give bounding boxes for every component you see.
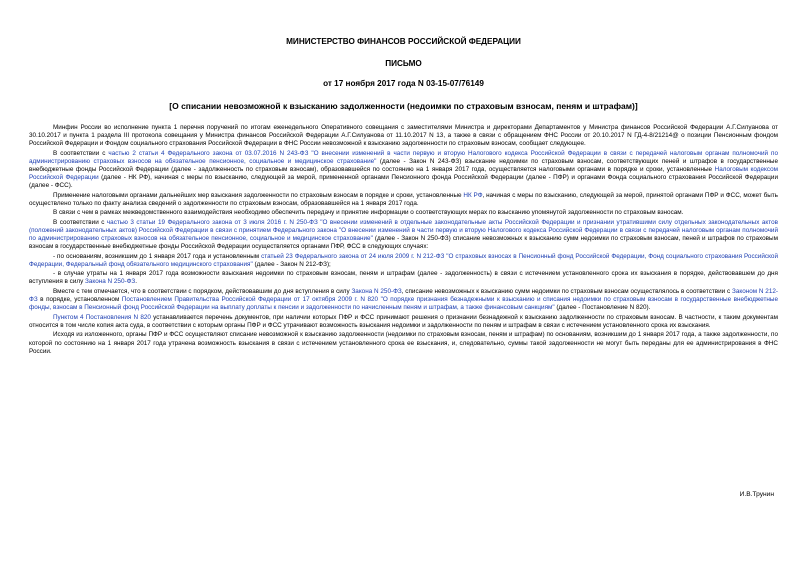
paragraph [29, 150, 778, 190]
text: В соответствии с [53, 149, 109, 157]
resolution-link[interactable]: Постановлением Правительства Российской Федерации от 17 октября 2009 г. N 820 "О порядке признания безнадежными к взысканию и списания недоимки по страховым взносам в государственные внебюджетные фонды, взносам в Пенсионный фонд Российской Федерации на выплату доплаты к пенсии и задолженности по начисленным пеням и штрафам, а также финансовым санкциям" [29, 296, 778, 312]
law-link[interactable]: статьей 23 Федерального закона от 24 июля 2009 г. N 212-ФЗ "О страховых взносах в Пенсионный фонд Российской Федерации, Фонд социального страхования Российской Федерации, Федеральный фонд обязательного медицинского страхования" [29, 252, 778, 268]
document-body [29, 124, 778, 356]
text: в порядке, установленном [37, 296, 122, 304]
text: (далее - НК РФ), начиная с меры по взысканию, следующей за мерой, примененной органами Пенсионного фонда Российской Федерации (далее - ПФР) и органами Фонда социального страхования Российской Федерации (далее - ФСС). [29, 173, 779, 189]
paragraph [29, 288, 778, 312]
document-date-number: от 17 ноября 2017 года N 03-15-07/76149 [323, 79, 484, 88]
law-link[interactable]: Законом N 212-ФЗ [29, 288, 778, 304]
text: (далее - Закон N 250-ФЗ) списание невозможных к взысканию сумм недоимки по страховым взносам, пеней и штрафов по страховым взносам в государственные внебюджетные фонды Российской Федерации осуществляется органами ПФР, ФСС в следующих случаях: [29, 234, 778, 251]
text: , начиная с меры по взысканию, следующей за мерой, принятой органами ПФР и ФСС, может быть осуществлено только по факту анализа сведений о задолженности по страховым взносам, образовавшейся на 1 января 2017 года. [29, 191, 778, 207]
ministry-heading: МИНИСТЕРСТВО ФИНАНСОВ РОССИЙСКОЙ ФЕДЕРАЦИИ [286, 37, 521, 46]
paragraph [29, 270, 778, 286]
document-subject: [О списании невозможной к взысканию задолженности (недоимки по страховым взносам, пеням и штрафам)] [169, 101, 638, 111]
paragraph [29, 219, 778, 251]
paragraph [29, 314, 778, 330]
tax-code-link[interactable]: Налоговым кодексом Российской Федерации [29, 165, 778, 181]
paragraph: Исходя из изложенного, органы ПФР и ФСС осуществляют списание невозможной к взысканию задолженности (недоимки по страховым взносам, пеням и штрафам) по основаниям, возникшим до 1 января 2017 года, а также задолженности, по которой по состоянию на 1 января 2017 года утрачена возможность взыскания в связи с истечением установленного срока ее взыскания, и, следовательно, суммы такой задолженности не могут быть переданы для ее администрирования в ФНС России. [29, 331, 778, 355]
tax-code-link[interactable]: НК РФ [463, 191, 483, 199]
text: - по основаниям, возникшим до 1 января 2017 года и установленным [53, 252, 262, 260]
text: Вместе с тем отмечается, что в соответствии с порядком, действовавшим до дня вступления в силу [53, 288, 352, 296]
resolution-link[interactable]: Пунктом 4 Постановления N 820 [53, 313, 151, 321]
text: . [135, 278, 138, 286]
paragraph: В связи с чем в рамках межведомственного взаимодействия необходимо обеспечить передачу и принятие информации о соответствующих мерах по взысканию упомянутой задолженности по страховым взносам. [53, 209, 684, 217]
signature: И.В.Трунин [739, 491, 774, 498]
text: (далее - Закон N 243-ФЗ) взыскание недоимки по страховым взносам, соответствующих пеней и штрафов в государственные внебюджетные фонды Российской Федерации (далее - задолженность по страховым взносам), образовавшейся по состоянию на 1 января 2017 года, осуществляется налоговыми органами в порядке и сроки, установленные [29, 157, 778, 173]
law-link[interactable]: Закона N 250-ФЗ [351, 288, 402, 296]
law-link[interactable]: Закона N 250-ФЗ [85, 278, 136, 286]
text: - в случае утраты на 1 января 2017 года возможности взыскания недоимки по страховым взносам, пеням и штрафам (далее - задолженность) в связи с истечением установленного срока их взыскания в порядке, действовавшем до дня вступления в силу [29, 270, 778, 286]
text: Применение налоговыми органами дальнейших мер взыскания задолженности по страховым взносам в порядке и сроки, установленные [53, 191, 464, 199]
text: (далее - Закон N 212-ФЗ); [252, 260, 331, 268]
text: В соответствии с [53, 218, 107, 226]
text: (далее - Постановление N 820). [554, 304, 651, 312]
paragraph [29, 192, 778, 208]
paragraph [29, 253, 778, 269]
document-type: ПИСЬМО [385, 59, 422, 68]
law-link[interactable]: частью 2 статьи 4 Федерального закона от 03.07.2016 N 243-ФЗ "О внесении изменений в части первую и вторую Налогового кодекса Российской Федерации в связи с передачей налоговым органам полномочий по администрированию страховых взносов на обязательное пенсионное, социальное и медицинское страхование" [29, 149, 778, 165]
paragraph: Минфин России во исполнение пункта 1 перечня поручений по итогам еженедельного Оперативного совещания с заместителями Министра и директорами Департаментов у Министра финансов Российской Федерации А.Г.Силуанова от 30.10.2017 и пункта 1 раздела III протокола совещания у Министра финансов Российской Федерации А.Г.Силуанова от 11.10.2017 N 13, а также в связи с обращением ФНС России от 20.10.2017 N ГД-4-8/21214@ о позиции Пенсионным фондом Российской Федерации и Фондом социального страхования Российской Федерации в ФНС России невозможной к взысканию задолженности по страховым взносам, сообщает следующее. [29, 124, 778, 148]
text: устанавливается перечень документов, при наличии которых ПФР и ФСС принимают решения о признании безнадежной к взысканию задолженности по страховым взносам. В частности, к таким документам относится в том числе копия акта суда, в соответствии с которым органы ПФР и ФСС утрачивают возможность взыскания недоимки и задолженности по пеням и штрафам в связи с истечением установленного срока их взыскания. [29, 313, 778, 329]
text: , списание невозможных к взысканию сумм недоимки по страховым взносам осуществлялось в соответствии с [401, 288, 732, 296]
law-link[interactable]: частью 3 статьи 19 Федерального закона от 3 июля 2016 г. N 250-ФЗ "О внесении изменений в отдельные законодательные акты Российской Федерации и признании утратившими силу отдельных законодательных актов (положений законодательных актов) Российской Федерации в связи с принятием Федерального закона "О внесении изменений в части первую и вторую Налогового кодекса Российской Федерации в связи с передачей налоговым органам полномочий по администрированию страховых взносов на обязательное пенсионное, социальное и медицинское страхование" [29, 218, 778, 242]
